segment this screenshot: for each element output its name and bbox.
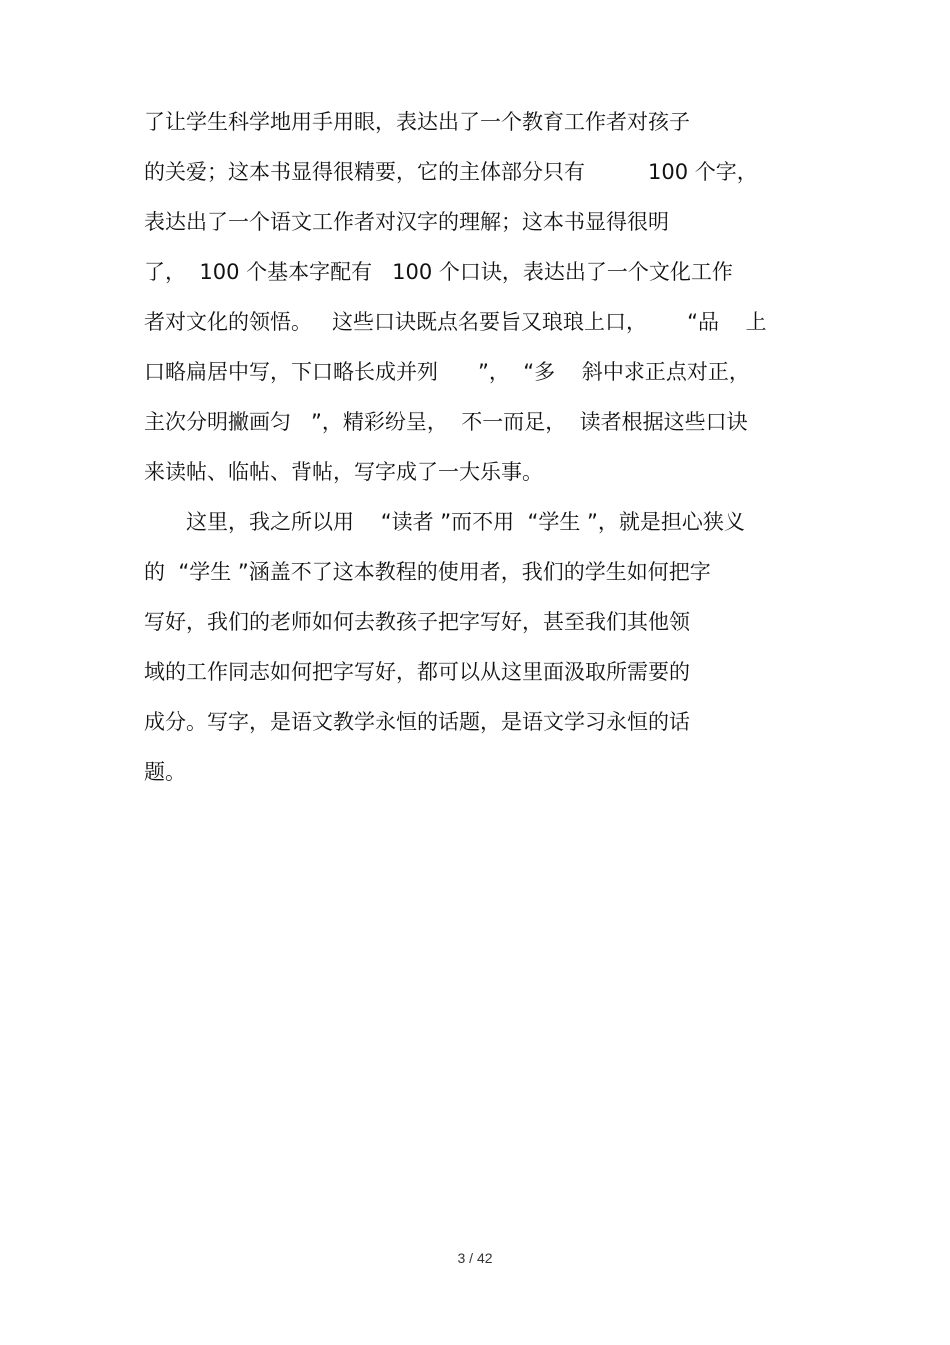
page-number: 3 / 42 xyxy=(457,1250,493,1266)
text-line-2: 的关爱；这本书显得很精要，它的主体部分只有 100 个字， xyxy=(144,160,758,184)
text-line-4: 了， 100 个基本字配有 100 个口诀，表达出了一个文化工作 xyxy=(144,260,733,284)
text-line-12: 域的工作同志如何把字写好，都可以从这里面汲取所需要的 xyxy=(144,660,690,684)
text-line-14: 题。 xyxy=(144,760,186,784)
body-text xyxy=(144,97,824,797)
text-line-9: 这里，我之所以用 “读者 ”而不用 “学生 ”，就是担心狭义 xyxy=(144,510,745,534)
text-line-3: 表达出了一个语文工作者对汉字的理解；这本书显得很明 xyxy=(144,210,669,234)
text-line-11: 写好，我们的老师如何去教孩子把字写好，甚至我们其他领 xyxy=(144,610,690,634)
text-line-5: 者对文化的领悟。 这些口诀既点名要旨又琅琅上口， “品 上 xyxy=(144,310,767,334)
text-line-7: 主次分明撇画匀 ”，精彩纷呈， 不一而足， 读者根据这些口诀 xyxy=(144,410,748,434)
text-line-8: 来读帖、临帖、背帖，写字成了一大乐事。 xyxy=(144,460,543,484)
text-line-10: 的 “学生 ”涵盖不了这本教程的使用者，我们的学生如何把字 xyxy=(144,560,711,584)
text-line-13: 成分。写字，是语文教学永恒的话题，是语文学习永恒的话 xyxy=(144,710,690,734)
text-line-1: 了让学生科学地用手用眼，表达出了一个教育工作者对孩子 xyxy=(144,110,690,134)
text-line-6: 口略扁居中写，下口略长成并列 ”， “多 斜中求正点对正， xyxy=(144,360,750,384)
